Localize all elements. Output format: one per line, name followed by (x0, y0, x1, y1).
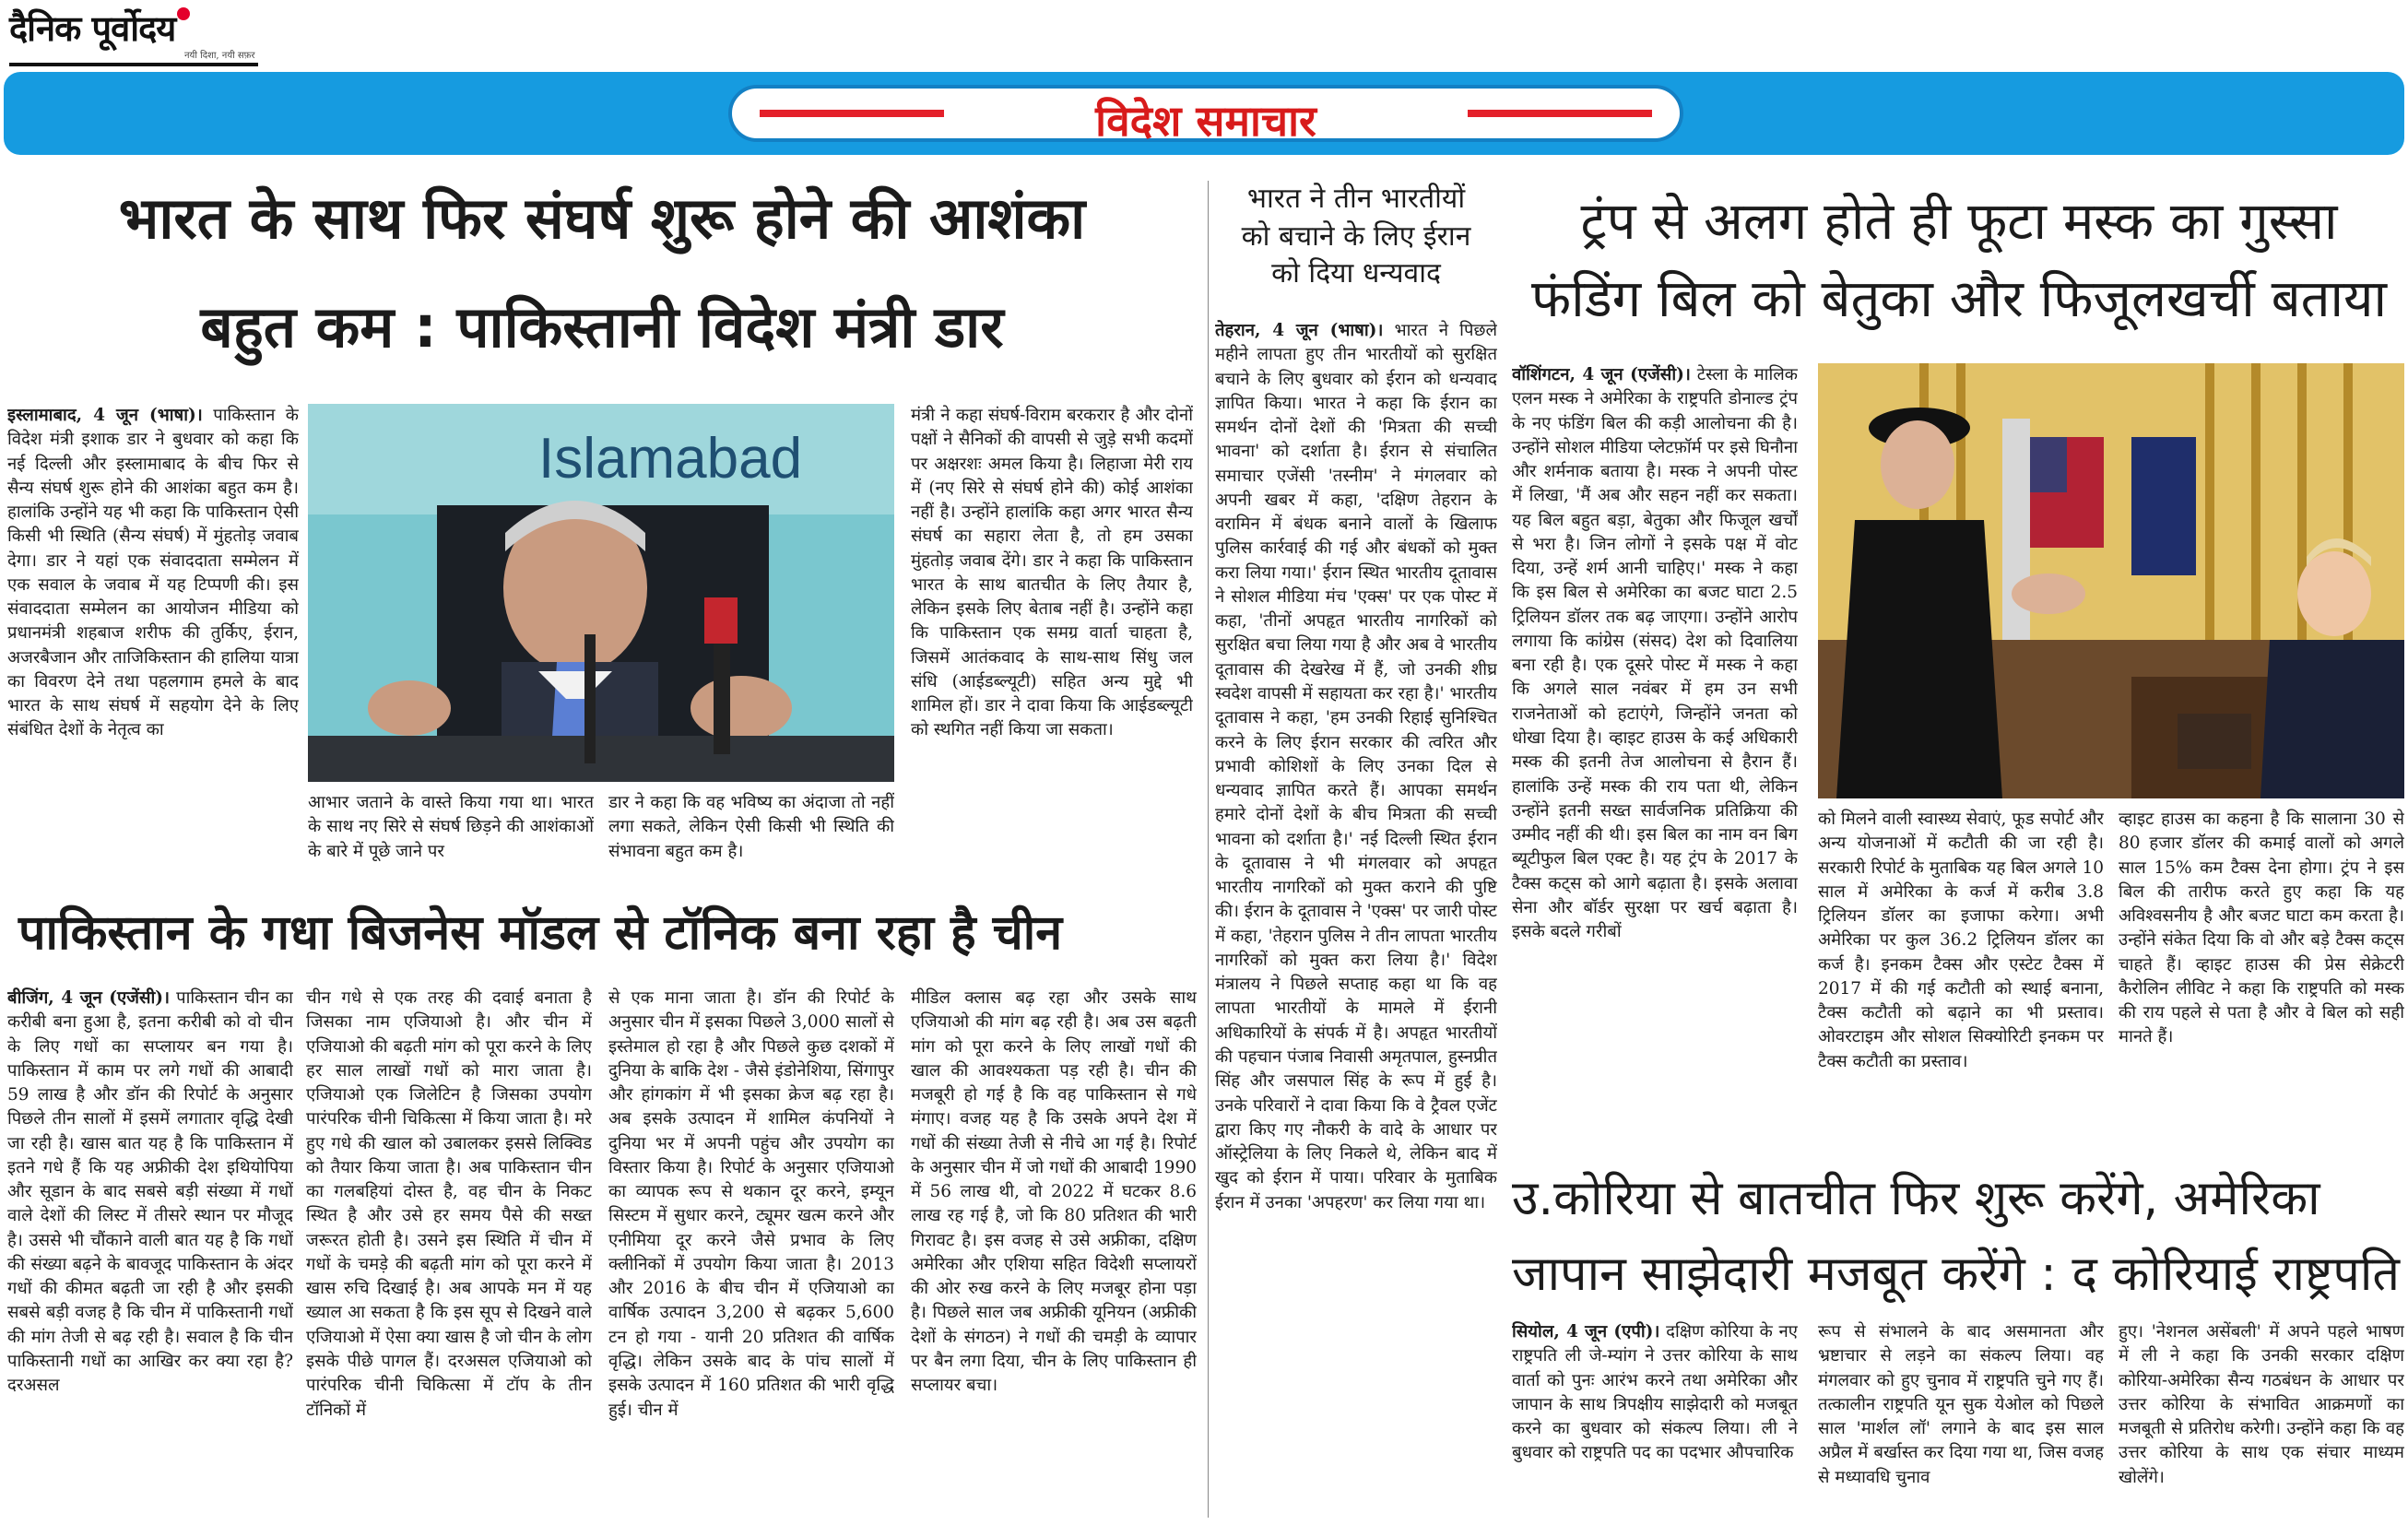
story5-col1-text: दक्षिण कोरिया के नए राष्ट्रपति ली जे-म्यांग ने उत्तर कोरिया के साथ वार्ता को पुनः आरंभ करने तथा अमेरिका और जापान के साथ त्रिपक्षीय साझेदारी को मजबूत करने का बुधवार को संकल्प लिया। ली ने बुधवार को राष्ट्रपति पद का पदभार औपचारिक (1512, 1322, 1798, 1463)
story2-headline-2: को बचाने के लिए ईरान (1241, 219, 1471, 253)
story5-col2: रूप से संभालने के बाद असमानता और भ्रष्टाचार से लड़ने का संकल्प लिया। वह मंगलवार को हुए चुनाव में राष्ट्रपति चुने गए हैं। तत्कालीन राष्ट्रपति यून सुक येओल को पिछले साल 'मार्शल लॉ' लगाने के बाद इस साल अप्रैल में बर्खास्त कर दिया गया था, जिस वजह से मध्यावधि चुनाव (1818, 1322, 2104, 1487)
story3-photo (1818, 363, 2404, 798)
section-title-pill (728, 85, 1683, 146)
story3-headline-1: ट्रंप से अलग होते ही फूटा मस्क का गुस्सा (1580, 192, 2338, 252)
story5-headline-1: उ.कोरिया से बातचीत फिर शुरू करेंगे, अमेरिका (1512, 1171, 2320, 1226)
story3-headline-2: फंडिंग बिल को बेतुका और फिजूलखर्ची बताया (1531, 269, 2387, 329)
story5-headline-2: जापान साझेदारी मजबूत करेंगे : द कोरियाई राष्ट्रपति (1512, 1247, 2401, 1302)
story5-dateline: सियोल, 4 जून (एपी)। (1512, 1322, 1660, 1342)
story2-body (1215, 319, 1497, 1521)
story1-headline-2: बहुत कम : पाकिस्तानी विदेश मंत्री डार (200, 293, 1004, 361)
story4-col1 (7, 987, 293, 1521)
story1-col2: आभार जताने के वास्ते किया गया था। भारत के साथ नए सिरे से संघर्ष छिड़ने की आशंकाओं के बारे में पूछे जाने पर (308, 793, 594, 861)
story3-col1-text: टेस्ला के मालिक एलन मस्क ने अमेरिका के राष्ट्रपति डोनाल्ड ट्रंप के नए फंडिंग बिल की कड़ी आलोचना की है। उन्होंने सोशल मीडिया प्लेटफ़ॉर्म पर इसे घिनौना और शर्मनाक बताया है। मस्क ने अपनी पोस्ट में लिखा, 'मैं अब और सहन नहीं कर सकता। यह बिल बहुत बड़ा, बेतुका और फिजूल खर्चों से भरा है। जिन लोगों ने इसके पक्ष में वोट दिया, उन्हें शर्म आनी चाहिए।' मस्क ने कहा कि इस बिल से अमेरिका का बजट घाटा 2.5 ट्रिलियन डॉलर तक बढ़ जाएगा। उन्होंने आरोप लगाया कि कांग्रेस (संसद) देश को दिवालिया बना रही है। एक दूसरे पोस्ट में मस्क ने कहा कि अगले साल नवंबर में हम उन सभी राजनेताओं को हटाएंगे, जिन्होंने जनता को धोखा दिया है। व्हाइट हाउस के कई अधिकारी मस्क की इतनी तेज आलोचना से हैरान हैं। हालांकि उन्हें मस्क की राय पता थी, लेकिन उन्होंने इतनी सख्त सार्वजनिक प्रतिक्रिया की उम्मीद नहीं की थी। इस बिल का नाम वन बिग ब्यूटीफुल बिल एक्ट है। यह ट्रंप के 2017 के टैक्स कट्स को आगे बढ़ाता है। इसके अलावा सेना और बॉर्डर सुरक्षा पर खर्च बढ़ाता है। इसके बदले गरीबों (1512, 365, 1798, 942)
story5-col3: हुए। 'नेशनल असेंबली' में अपने पहले भाषण में ली ने कहा कि उनकी सरकार दक्षिण कोरिया-अमेरिका सैन्य गठबंधन के आधार पर उत्तर कोरिया के संभावित आक्रमणों का मजबूती से प्रतिरोध करेगी। उन्होंने कहा कि वह उत्तर कोरिया के साथ एक संचार माध्यम खोलेंगे। (2119, 1322, 2404, 1487)
story4-dateline: बीजिंग, 4 जून (एजेंसी)। (7, 988, 171, 1008)
story2-dateline: तेहरान, 4 जून (भाषा)। (1215, 321, 1384, 340)
story3-col3: व्हाइट हाउस का कहना है कि सालाना 30 से 80 हजार डॉलर की कमाई वालों को अगले साल 15% कम टैक्स देना होगा। ट्रंप ने इस बिल की तारीफ करते हुए कहा कि यह अविश्वसनीय है और बजट घाटा कम करता है। उन्होंने संकेत दिया कि वो और बड़े टैक्स कट्स चाहते हैं। व्हाइट हाउस की प्रेस सेक्रेटरी कैरोलिन लीविट ने कहा कि राष्ट्रपति को मस्क की राय पहले से पता है और वे बिल को सही मानते हैं। (2119, 810, 2404, 1047)
story2-headline-3: को दिया धन्यवाद (1271, 257, 1441, 290)
section-title: विदेश समाचार (1095, 96, 1316, 146)
story2-body-text: भारत ने पिछले महीने लापता हुए तीन भारतीयों को सुरक्षित बचाने के लिए बुधवार को ईरान को धन्यवाद ज्ञापित किया। भारत ने कहा कि ईरान का समर्थन दोनों देशों की 'मित्रता की सच्ची भावना' को दर्शाता है। ईरान से संचालित समाचार एजेंसी 'तस्नीम' ने मंगलवार को अपनी खबर में कहा, 'दक्षिण तेहरान के वरामिन में बंधक बनाने वालों के खिलाफ पुलिस कार्रवाई की गई और बंधकों को मुक्त करा लिया गया।' ईरान स्थित भारतीय दूतावास ने सोशल मीडिया मंच 'एक्स' पर एक पोस्ट में कहा, 'तीनों अपहृत भारतीय नागरिकों को सुरक्षित बचा लिया गया है और अब वे भारतीय दूतावास की देखरेख में हैं, जो उनकी शीघ्र स्वदेश वापसी में सहायता कर रहा है।' भारतीय दूतावास ने कहा, 'हम उनकी रिहाई सुनिश्चित करने के लिए ईरान सरकार की त्वरित और प्रभावी कोशिशों के लिए उनका दिल से धन्यवाद ज्ञापित करते हैं। आपका समर्थन हमारे दोनों देशों के बीच मित्रता की सच्ची भावना को दर्शाता है।' नई दिल्ली स्थित ईरान के दूतावास ने भी मंगलवार को अपहृत भारतीय नागरिकों को मुक्त कराने की पुष्टि की। ईरान के दूतावास ने 'एक्स' पर जारी पोस्ट में कहा, 'तेहरान पुलिस ने तीन लापता भारतीय नागरिकों को मुक्त करा लिया है।' विदेश मंत्रालय ने पिछले सप्ताह कहा था कि वह लापता भारतीयों के मामले में ईरानी अधिकारियों के संपर्क में है। अपहृत भारतीयों की पहचान पंजाब निवासी अमृतपाल, हुस्नप्रीत सिंह और जसपाल सिंह के रूप में हुई है। उनके परिवारों ने दावा किया कि वे ट्रैवल एजेंट द्वारा किए गए नौकरी के वादे के आधार पर ऑस्ट्रेलिया के लिए निकले थे, लेकिन बाद में खुद को ईरान में पाया। परिवार के मुताबिक ईरान में उनका 'अपहरण' कर लिया गया था। (1215, 321, 1497, 1212)
story2-headline-1: भारत ने तीन भारतीयों (1246, 183, 1466, 215)
story1-col3: डार ने कहा कि वह भविष्य का अंदाजा तो नहीं लगा सकते, लेकिन ऐसी किसी भी स्थिति की संभावना बहुत कम है। (608, 793, 894, 861)
masthead-tagline: नयी दिशा, नयी सफ़र (184, 51, 255, 61)
story1-headline-1: भारत के साथ फिर संघर्ष शुरू होने की आशंका (118, 184, 1086, 252)
photo-backdrop-text: Islamabad (538, 427, 803, 491)
story1-col4: मंत्री ने कहा संघर्ष-विराम बरकरार है और दोनों पक्षों ने सैनिकों की वापसी से जुड़े सभी कदमों पर अक्षरशः अमल किया है। लिहाजा मेरी राय में (नए सिरे से संघर्ष होने की) कोई आशंका नहीं है। उन्होंने हालांकि कहा अगर भारत सैन्य संघर्ष का सहारा लेता है, तो हम उसका मुंहतोड़ जवाब देंगे। डार ने कहा कि पाकिस्तान भारत के साथ बातचीत के लिए तैयार है, लेकिन इसके लिए बेताब नहीं है। उन्होंने कहा कि पाकिस्तान एक समग्र वार्ता चाहता है, जिसमें आतंकवाद के साथ-साथ सिंधु जल संधि (आईडब्ल्यूटी) सहित अन्य मुद्दे भी शामिल हों। डार ने दावा किया कि आईडब्ल्यूटी को स्थगित नहीं किया जा सकता। (911, 406, 1193, 740)
story4-col3: से एक माना जाता है। डॉन की रिपोर्ट के अनुसार चीन में इसका पिछले 3,000 सालों से इस्तेमाल हो रहा है और पिछले कुछ दशकों में दुनिया के बाकि देश - जैसे इंडोनेशिया, सिंगापुर और हांगकांग में भी इसका क्रेज बढ़ रहा है। अब इसके उत्पादन में शामिल कंपनियों ने दुनिया भर में अपनी पहुंच और उपयोग का विस्तार किया है। रिपोर्ट के अनुसार एजियाओ का व्यापक रूप से थकान दूर करने, इम्यून सिस्टम में सुधार करने, ट्यूमर खत्म करने और एनीमिया दूर करने जैसे प्रभाव के लिए क्लीनिकों में उपयोग किया जाता है। 2013 और 2016 के बीच चीन में एजियाओ का वार्षिक उत्पादन 3,200 से बढ़कर 5,600 टन हो गया - यानी 20 प्रतिशत की वार्षिक वृद्धि। लेकिन उसके बाद के पांच सालों में इसके उत्पादन में 160 प्रतिशत की भारी वृद्धि हुई। चीन में (608, 988, 894, 1420)
story3-dateline: वॉशिंगटन, 4 जून (एजेंसी)। (1512, 365, 1691, 384)
story4-col4: मीडिल क्लास बढ़ रहा और उसके साथ एजियाओ की मांग बढ़ रही है। अब उस बढ़ती मांग को पूरा करने के लिए लाखों गधों की खाल की आवश्यकता पड़ रही है। चीन की मजबूरी हो गई है कि वह पाकिस्तान से गधे मंगाए। वजह यह है कि उसके अपने देश में गधों की संख्या तेजी से नीचे आ गई है। रिपोर्ट के अनुसार चीन में जो गधों की आबादी 1990 में 56 लाख थी, वो 2022 में घटकर 8.6 लाख रह गई है, जो कि 80 प्रतिशत की भारी गिरावट है। इस वजह से उसे अफ्रीका, दक्षिण अमेरिका और एशिया सहित विदेशी सप्लायरों की ओर रुख करने के लिए मजबूर होना पड़ा है। पिछले साल जब अफ्रीकी यूनियन (अफ्रीकी देशों के संगठन) ने गधों की चमड़ी के व्यापार पर बैन लगा दिया, चीन के लिए पाकिस्तान ही सप्लायर बचा। (911, 988, 1197, 1396)
story4-col1-text: पाकिस्तान चीन का करीबी बना हुआ है, इतना करीबी को वो चीन के लिए गधों का सप्लायर बन गया है। पाकिस्तान में काम पर लगे गधों की आबादी 59 लाख है और डॉन की रिपोर्ट के अनुसार पिछले तीन सालों में इसमें लगातार वृद्धि देखी जा रही है। खास बात यह है कि पाकिस्तान में इतने गधे हैं कि यह अफ्रीकी देश इथियोपिया और सूडान के बाद सबसे बड़ी संख्या में गधों वाले देशों की लिस्ट में तीसरे स्थान पर मौजूद है। उससे भी चौंकाने वाली बात यह है कि गधों की संख्या बढ़ने के बावजूद पाकिस्तान के अंदर गधों की कीमत बढ़ती जा रही है और इसकी सबसे बड़ी वजह है कि चीन में पाकिस्तानी गधों की मांग तेजी से बढ़ रही है। सवाल है कि चीन पाकिस्तानी गधों का आखिर कर क्या रहा है? दरअसल (7, 988, 293, 1396)
story3-col2: को मिलने वाली स्वास्थ्य सेवाएं, फूड सपोर्ट और अन्य योजनाओं में कटौती की जा रही है। सरकारी रिपोर्ट के मुताबिक यह बिल अगले 10 साल में अमेरिका के कर्ज में करीब 3.8 ट्रिलियन डॉलर का इजाफा करेगा। अभी अमेरिका पर कुल 36.2 ट्रिलियन डॉलर का कर्ज है। इनकम टैक्स और एस्टेट टैक्स में 2017 में की गई कटौती को स्थाई बनाना, टैक्स कटौती को बढ़ाने का भी प्रस्ताव। ओवरटाइम और सोशल सिक्योरिटी इनकम पर टैक्स कटौती का प्रस्ताव। (1818, 810, 2104, 1071)
column-divider (1208, 181, 1209, 1518)
story4-col2: चीन गधे से एक तरह की दवाई बनाता है जिसका नाम एजियाओ है। और चीन में एजियाओ की बढ़ती मांग को पूरा करने के लिए हर साल लाखों गधों को मारा जाता है। एजियाओ एक जिलेटिन है जिसका उपयोग पारंपरिक चीनी चिकित्सा में किया जाता है। मरे हुए गधे की खाल को उबालकर इससे लिक्विड को तैयार किया जाता है। अब पाकिस्तान चीन का गलबहियां दोस्त है, वह चीन के निकट स्थित है और उसे हर समय पैसे की सख्त जरूरत होती है। उसने इस स्थिति में चीन में गधों के चमड़े की बढ़ती मांग को पूरा करने में खास रुचि दिखाई है। अब आपके मन में यह ख्याल आ सकता है कि इस सूप से दिखने वाले एजियाओ में ऐसा क्या खास है जो चीन के लोग इसके पीछे पागल हैं। दरअसल एजियाओ को पारंपरिक चीनी चिकित्सा में टॉप के तीन टॉनिकों में (306, 988, 592, 1420)
masthead-logo (9, 4, 267, 68)
story1-col1 (7, 404, 299, 883)
story3-col1 (1512, 363, 1798, 1147)
masthead-rule (9, 63, 258, 66)
story1-dateline: इस्लामाबाद, 4 जून (भाषा)। (7, 406, 203, 425)
masthead-name: दैनिक पूर्वोदय (9, 8, 176, 49)
story5-col1 (1512, 1320, 1798, 1521)
section-band (4, 72, 2404, 155)
story2-headline (1217, 181, 1495, 293)
story1-photo (308, 404, 894, 782)
story4-headline: पाकिस्तान के गधा बिजनेस मॉडल से टॉनिक बना रहा है चीन (18, 905, 1063, 961)
logo-dot-icon (177, 7, 190, 20)
story1-col1-text: पाकिस्तान के विदेश मंत्री इशाक डार ने बुधवार को कहा कि नई दिल्ली और इस्लामाबाद के बीच फिर से सैन्य संघर्ष शुरू होने की आशंका बहुत कम है। हालांकि उन्होंने यह भी कहा कि पाकिस्तान ऐसी किसी भी स्थिति (सैन्य संघर्ष) में मुंहतोड़ जवाब देगा। डार ने यहां एक संवाददाता सम्मेलन में एक सवाल के जवाब में यह टिप्पणी की। इस संवाददाता सम्मेलन का आयोजन मीडिया को प्रधानमंत्री शहबाज शरीफ की तुर्किए, ईरान, अजरबैजान और ताजिकिस्तान की हालिया यात्रा का विवरण देने तथा पहलगाम हमले के बाद भारत के साथ संघर्ष में सहयोग देने के लिए संबंधित देशों के नेतृत्व का (7, 406, 299, 740)
